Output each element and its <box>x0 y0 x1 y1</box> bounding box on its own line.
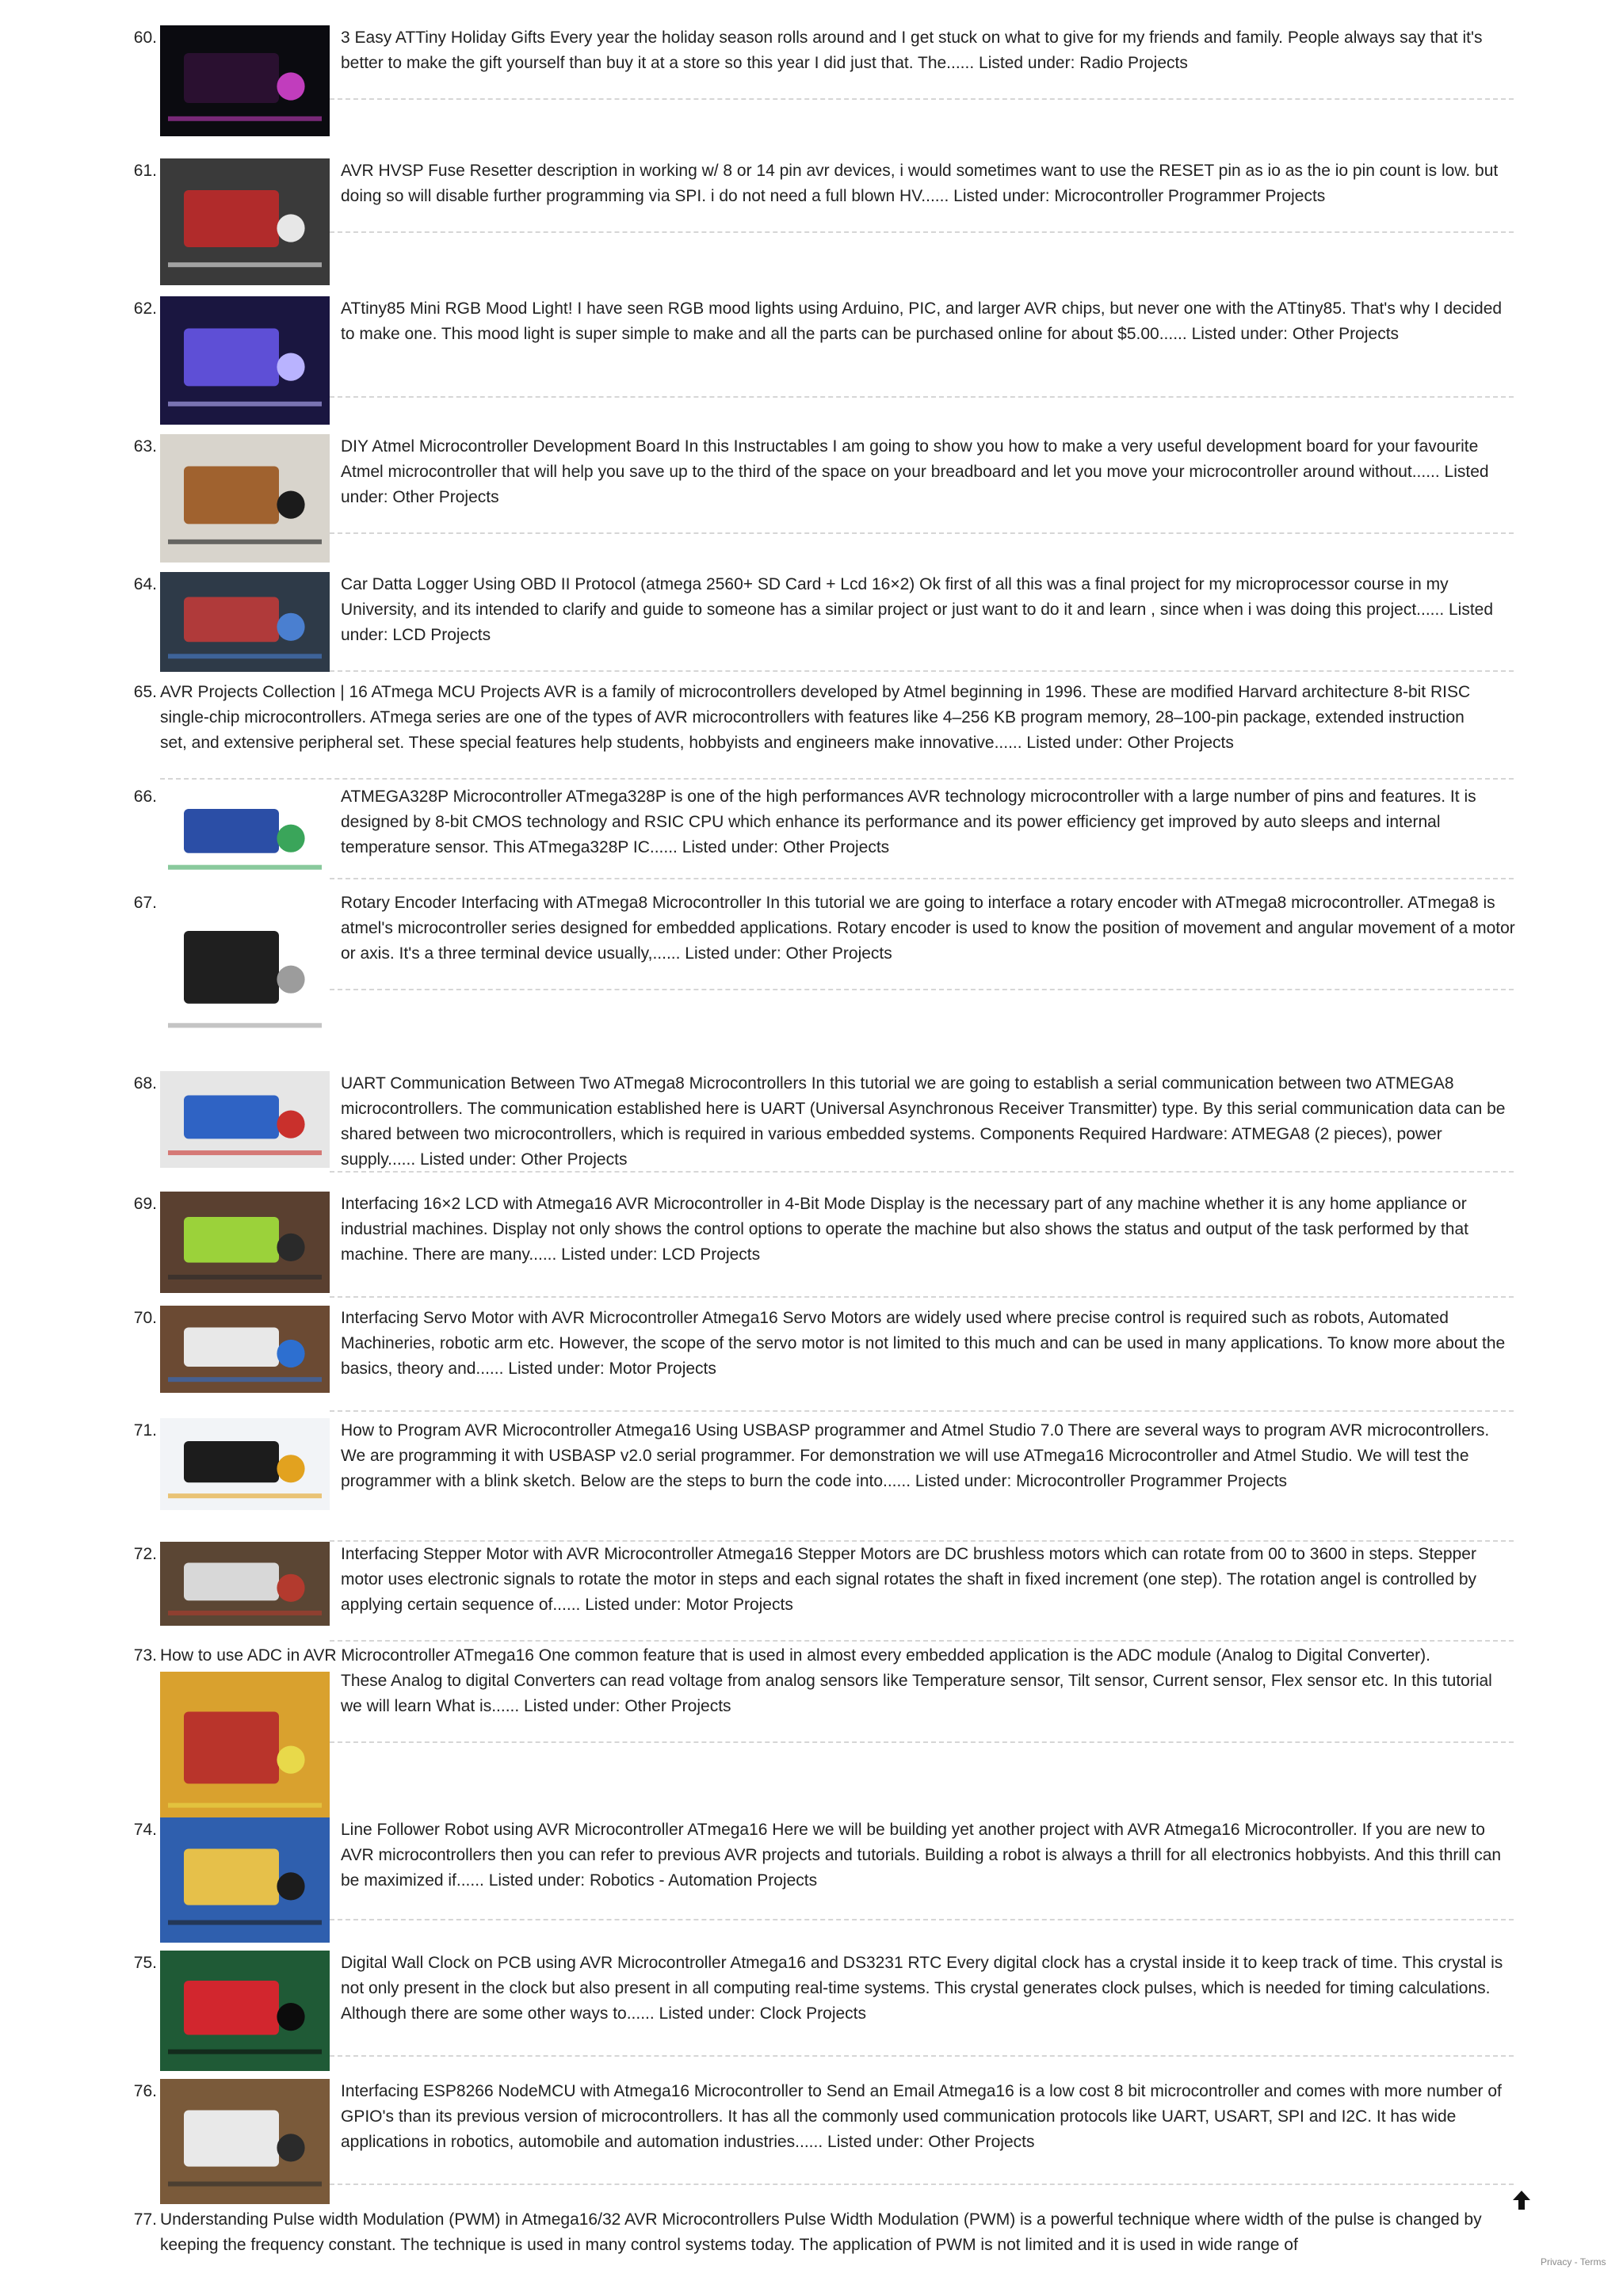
item-thumbnail[interactable] <box>160 784 330 883</box>
item-thumbnail[interactable] <box>160 1071 330 1168</box>
item-description[interactable]: ATtiny85 Mini RGB Mood Light! I have seen RGB mood lights using Arduino, PIC, and larger AVR chips, but never one with the ATtiny85. That's why I decided to make one. This mood light is super simple to make and all the parts can be purchased online for about $5.00...... Listed under: Other Projects <box>341 299 1503 343</box>
item-thumbnail[interactable] <box>160 1951 330 2071</box>
item-number: 73. <box>133 1646 157 1665</box>
item-number: 61. <box>133 162 157 180</box>
arrow-up-icon <box>1510 2188 1533 2212</box>
item-description[interactable]: Car Datta Logger Using OBD II Protocol (atmega 2560+ SD Card + Lcd 16×2) Ok first of all this was a final project for my microprocessor course in my University, and its intended to clarify and guide to someone has a similar project or just want to do it and learn , since when i was doing this project...... Listed under: LCD Projects <box>341 575 1494 644</box>
item-separator <box>330 1296 1514 1298</box>
item-description[interactable]: Interfacing 16×2 LCD with Atmega16 AVR Microcontroller in 4-Bit Mode Display is the necessary part of any machine whether it is any home appliance or industrial machines. Display not only shows the control options to operate the machine but also shows the status and output of the task performed by that machine. There are many...... Listed under: LCD Projects <box>341 1195 1468 1264</box>
item-thumbnail[interactable] <box>160 296 330 425</box>
item-separator <box>330 1919 1514 1920</box>
recaptcha-legal <box>1541 2256 1606 2267</box>
item-description-continued[interactable]: These Analog to digital Converters can read voltage from analog sensors like Temperature sensor, Tilt sensor, Current sensor, Flex sensor etc. In this tutorial we will learn What is...... Listed under: Other Projects <box>341 1672 1492 1715</box>
item-separator <box>330 1171 1514 1173</box>
item-description[interactable]: Interfacing Servo Motor with AVR Microcontroller Atmega16 Servo Motors are widely used where precise control is required such as robots, Automated Machineries, robotic arm etc. However, the scope of the servo motor is not limited to this much and can be used in many applications. To know more about the basics, theory and...... Listed under: Motor Projects <box>341 1309 1506 1378</box>
item-separator <box>330 878 1514 879</box>
holiday-gift-led-photo <box>160 25 330 136</box>
stepper-motor-photo <box>160 1542 330 1626</box>
rotary-encoder-photo <box>160 891 330 1052</box>
item-number: 69. <box>133 1195 157 1213</box>
item-description[interactable]: Interfacing Stepper Motor with AVR Microcontroller Atmega16 Stepper Motors are DC brushless motors which can rotate from 00 to 3600 in steps. Stepper motor uses electronic signals to rotate the motor in steps and each signal rotates the shaft in fixed increment (one step). The rotation angel is controlled by applying certain sequence of...... Listed under: Motor Projects <box>341 1545 1477 1614</box>
item-number: 66. <box>133 788 157 806</box>
item-description[interactable]: DIY Atmel Microcontroller Development Board In this Instructables I am going to show you how to make a very useful development board for your favourite Atmel microcontroller that will help you save up to the third of the space on your breadboard and let you move your microcontroller around without...... Listed under: Other Projects <box>341 437 1489 506</box>
item-thumbnail[interactable] <box>160 2079 330 2204</box>
legal-separator: - <box>1571 2256 1580 2267</box>
line-follower-robot-photo <box>160 1817 330 1943</box>
item-separator <box>330 396 1514 398</box>
item-separator <box>330 1410 1514 1412</box>
item-separator <box>160 778 1514 780</box>
item-number: 62. <box>133 299 157 318</box>
item-description[interactable]: ATMEGA328P Microcontroller ATmega328P is one of the high performances AVR technology microcontroller with a large number of pins and features. It is designed by 8-bit CMOS technology and RSIC CPU which enhance its performance and its power efficiency get improved by auto sleeps and internal temperature sensor. This ATmega328P IC...... Listed under: Other Projects <box>341 788 1476 856</box>
item-description[interactable]: How to Program AVR Microcontroller Atmega16 Using USBASP programmer and Atmel Studio 7.0 There are several ways to program AVR microcontrollers. We are programming it with USBASP v2.0 serial programmer. For demonstration we will use ATmega16 Microcontroller and Atmel Studio. We will test the programmer with a blink sketch. Below are the steps to burn the code into...... Listed under: Microcontroller Programmer Projects <box>341 1421 1490 1490</box>
item-description[interactable]: AVR HVSP Fuse Resetter description in working w/ 8 or 14 pin avr devices, i would sometimes want to use the RESET pin as io as the io pin count is low. but doing so will disable further programming via SPI. i do not need a full blown HV...... Listed under: Microcontroller Programmer Projects <box>341 162 1499 205</box>
rgb-mood-light-photo <box>160 296 330 425</box>
item-description[interactable]: How to use ADC in AVR Microcontroller ATmega16 One common feature that is used in almost every embedded application is the ADC module (Analog to Digital Converter). <box>160 1646 1430 1665</box>
item-description[interactable]: Digital Wall Clock on PCB using AVR Microcontroller Atmega16 and DS3231 RTC Every digital clock has a crystal inside it to keep track of time. This crystal is not only present in the clock but also present in all computing real-time systems. This crystal generates clock pulses, which is needed for timing calculations. Although there are some other ways to...... Listed under: Clock Projects <box>341 1954 1503 2023</box>
digital-wall-clock-pcb-photo <box>160 1951 330 2071</box>
item-number: 68. <box>133 1074 157 1093</box>
item-number: 60. <box>133 29 157 47</box>
item-thumbnail[interactable] <box>160 1192 330 1293</box>
item-number: 70. <box>133 1309 157 1327</box>
item-description[interactable]: Understanding Pulse width Modulation (PWM) in Atmega16/32 AVR Microcontrollers Pulse Width Modulation (PWM) is a powerful technique where width of the pulse is changed by keeping the frequency constant. The technique is used in many control systems today. The application of PWM is not limited and it is used in wide range of <box>160 2210 1482 2254</box>
back-to-top-button[interactable] <box>1510 2188 1533 2212</box>
item-thumbnail[interactable] <box>160 1672 330 1832</box>
esp8266-nodemcu-photo <box>160 2079 330 2204</box>
item-number: 65. <box>133 683 157 701</box>
item-separator <box>330 2055 1514 2057</box>
privacy-link[interactable]: Privacy <box>1541 2256 1572 2267</box>
uart-breadboard-photo <box>160 1071 330 1168</box>
lcd-16x2-photo <box>160 1192 330 1293</box>
item-thumbnail[interactable] <box>160 1306 330 1393</box>
terms-link[interactable]: Terms <box>1579 2256 1606 2267</box>
item-number: 67. <box>133 894 157 912</box>
item-separator <box>330 989 1514 990</box>
atmega328p-pinout-diagram <box>160 784 330 883</box>
item-description[interactable]: Line Follower Robot using AVR Microcontroller ATmega16 Here we will be building yet another project with AVR Atmega16 Microcontroller. If you are new to AVR microcontrollers then you can refer to previous AVR projects and tutorials. Building a robot is always a thrill for all electronics hobbyists. And this thrill can be maximized if...... Listed under: Robotics - Automation Projects <box>341 1821 1502 1890</box>
item-description[interactable]: AVR Projects Collection | 16 ATmega MCU Projects AVR is a family of microcontrollers developed by Atmel beginning in 1996. These are modified Harvard architecture 8-bit RISC single-chip microcontrollers. ATmega series are one of the types of AVR microcontrollers with features like 4–256 KB program memory, 28–100-pin package, extended instruction set, and extensive peripheral set. These special features help students, hobbyists and engineers make innovative...... Listed under: Other Projects <box>160 683 1471 752</box>
development-board-photo <box>160 434 330 563</box>
item-number: 74. <box>133 1821 157 1839</box>
item-thumbnail[interactable] <box>160 158 330 285</box>
item-description[interactable]: UART Communication Between Two ATmega8 Microcontrollers In this tutorial we are going to establish a serial communication between two ATMEGA8 microcontrollers. The communication established here is UART (Universal Asynchronous Receiver Transmitter) type. By this serial communication data can be shared between two microcontrollers, which is required in various embedded systems. Components Required Hardware: ATMEGA8 (2 pieces), power supply...... Listed under: Other Projects <box>341 1074 1506 1169</box>
car-data-logger-photo <box>160 572 330 672</box>
item-separator <box>330 98 1514 100</box>
item-thumbnail[interactable] <box>160 1418 330 1510</box>
item-separator <box>330 2183 1514 2185</box>
item-thumbnail[interactable] <box>160 1542 330 1626</box>
item-number: 71. <box>133 1421 157 1440</box>
adc-multimeter-photo <box>160 1672 330 1832</box>
item-thumbnail[interactable] <box>160 25 330 136</box>
atmel-studio-usbasp-image <box>160 1418 330 1510</box>
item-number: 77. <box>133 2210 157 2229</box>
item-number: 75. <box>133 1954 157 1972</box>
item-number: 63. <box>133 437 157 456</box>
item-thumbnail[interactable] <box>160 891 330 1052</box>
item-thumbnail[interactable] <box>160 1817 330 1943</box>
item-separator <box>330 670 1514 672</box>
item-number: 76. <box>133 2082 157 2100</box>
item-thumbnail[interactable] <box>160 434 330 563</box>
item-thumbnail[interactable] <box>160 572 330 672</box>
item-separator <box>330 231 1514 233</box>
item-number: 72. <box>133 1545 157 1563</box>
item-description[interactable]: Interfacing ESP8266 NodeMCU with Atmega16 Microcontroller to Send an Email Atmega16 is a low cost 8 bit microcontroller and comes with more number of GPIO's than its previous version of microcontrollers. It has all the commonly used communication protocols like UART, USART, SPI and I2C. It has wide applications in robotics, automobile and automation industries...... Listed under: Other Projects <box>341 2082 1502 2151</box>
servo-motor-photo <box>160 1306 330 1393</box>
item-description[interactable]: Rotary Encoder Interfacing with ATmega8 Microcontroller In this tutorial we are going to interface a rotary encoder with ATmega8 microcontroller. ATmega8 is atmel's microcontroller series designed for embedded applications. Rotary encoder is used to know the position of movement and angular movement of a motor or axis. It's a three terminal device usually,...... Listed under: Other Projects <box>341 894 1515 963</box>
item-separator <box>330 532 1514 534</box>
item-separator <box>330 1741 1514 1743</box>
fuse-resetter-display-photo <box>160 158 330 285</box>
item-separator <box>330 1640 1514 1642</box>
item-description[interactable]: 3 Easy ATTiny Holiday Gifts Every year the holiday season rolls around and I get stuck on what to give for my friends and family. People always say that it's better to make the gift yourself than buy it at a store so this year I did just that. The...... Listed under: Radio Projects <box>341 29 1483 72</box>
item-number: 64. <box>133 575 157 593</box>
